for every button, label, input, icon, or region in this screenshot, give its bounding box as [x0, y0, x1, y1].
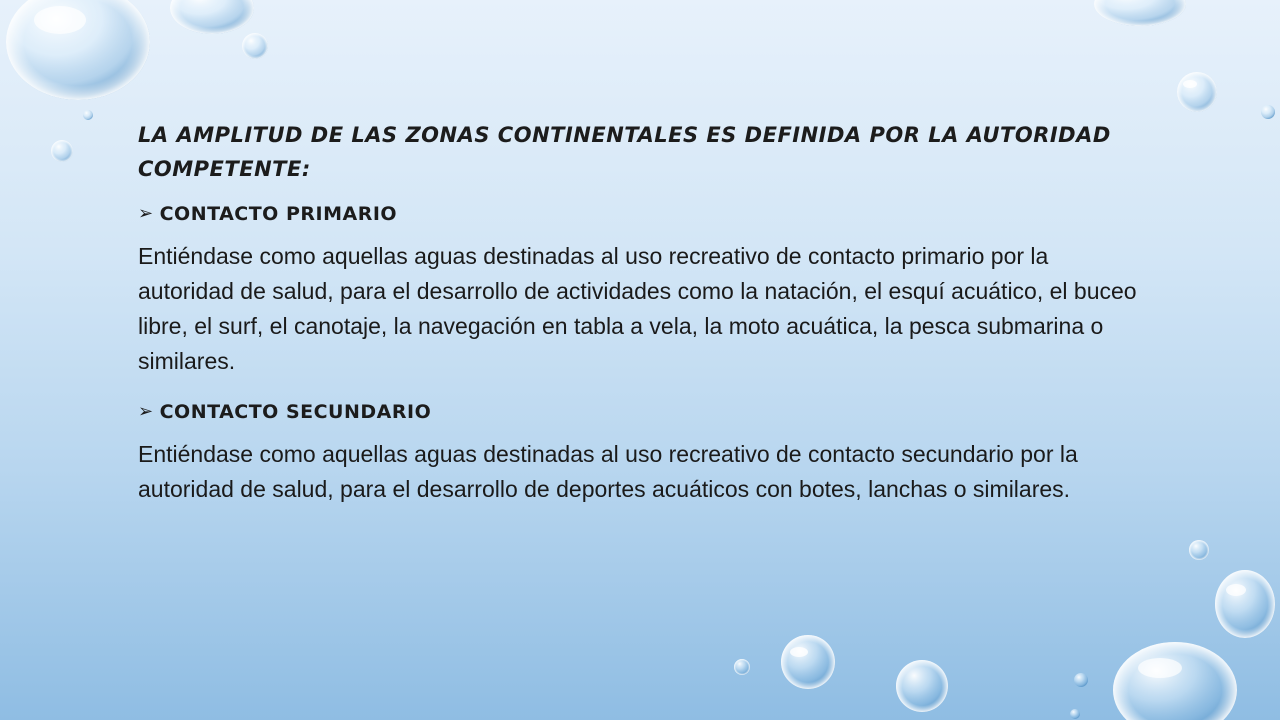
- droplet: [51, 140, 73, 162]
- droplet: [1261, 105, 1275, 119]
- section-title-label: CONTACTO SECUNDARIO: [159, 401, 432, 423]
- section-title-secundario: [138, 397, 1148, 427]
- slide-content: [138, 118, 1148, 525]
- section-title-primario: [138, 199, 1148, 229]
- section-title-label: CONTACTO PRIMARIO: [159, 203, 398, 225]
- droplet: [1189, 540, 1209, 560]
- droplet: [1113, 642, 1237, 720]
- section-body-primario: Entiéndase como aquellas aguas destinadas al uso recreativo de contacto primario por la autoridad de salud, para el desarrollo de actividades como la natación, el esquí acuático, el buceo libre, el surf, el canotaje, la navegación en tabla a vela, la moto acuática, la pesca submarina o similares.: [138, 243, 1137, 374]
- droplet: [1070, 709, 1080, 719]
- droplet: [734, 659, 750, 675]
- droplet: [1074, 673, 1088, 687]
- droplet: [83, 110, 93, 120]
- arrow-bullet-icon: ➢: [138, 203, 154, 224]
- droplet: [242, 33, 268, 59]
- droplet: [6, 0, 150, 100]
- droplet: [896, 660, 948, 712]
- droplet: [1215, 570, 1275, 638]
- section-body-secundario: Entiéndase como aquellas aguas destinadas al uso recreativo de contacto secundario por la autoridad de salud, para el desarrollo de deportes acuáticos con botes, lanchas o similares.: [138, 441, 1078, 502]
- droplet: [1094, 0, 1186, 26]
- droplet: [1177, 72, 1217, 112]
- droplet: [170, 0, 254, 34]
- arrow-bullet-icon: ➢: [138, 401, 154, 422]
- slide-heading: LA AMPLITUD DE LAS ZONAS CONTINENTALES ES DEFINIDA POR LA AUTORIDAD COMPETENTE:: [138, 123, 1111, 181]
- droplet: [781, 635, 835, 689]
